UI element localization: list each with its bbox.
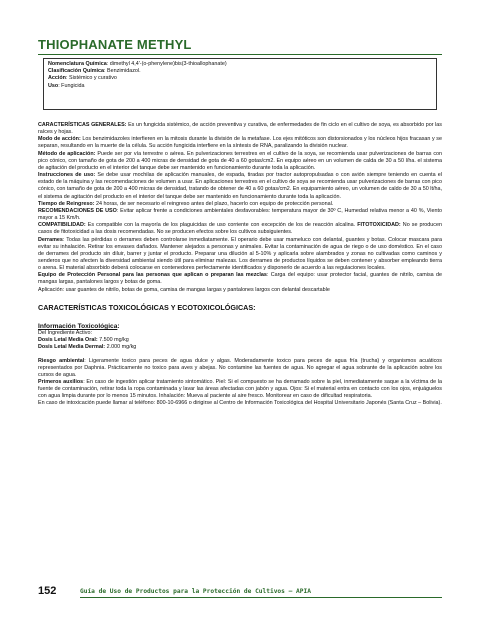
document-body: [38, 122, 442, 408]
clasificacion-value: : Benzimidazol.: [104, 68, 141, 75]
compatibilidad-text: Es compatible con la mayoría de los plaguicidas de uso corriente con excepción de los de reacción alcalina.: [85, 222, 358, 229]
compatibilidad-paragraph: [38, 222, 442, 236]
compatibilidad-label: COMPATIBILIDAD:: [38, 222, 86, 229]
riesgo-text: : Ligeramente toxico para peces de agua dulce y algas. Moderadamente toxico para peces de agua fría (trucha) y organismos acuáticos representados por Daphnia. Prácticamente no toxico para aves y abejas. No contamine las fuentes de agua. No agregar el agua sobrante de la aplicación sobre los cursos de agua.: [38, 357, 442, 378]
document-page: [38, 0, 442, 621]
modo-paragraph: [38, 136, 442, 150]
clasificacion-label: Clasificación Química: [48, 68, 105, 75]
derrames-label: Derrames: [38, 236, 63, 243]
reingreso-paragraph: [38, 201, 442, 208]
ingredient-line: Del Ingrediente Activo:: [38, 330, 92, 337]
riesgo-label: Riesgo ambiental: [38, 357, 85, 364]
tox-info-colon: :: [117, 322, 120, 330]
primeros-text: : En caso de ingestión aplicar tratamiento sintomático. Piel: Si el compuesto se ha derramado sobre la piel, inmediatamente saque a la víctima de la fuente de contaminación, retirar toda la ropa contaminada y lavar las áreas afectadas con jabón y agua. Ojos: Si el material entra en contacto con los ojos, enjuáguelos con agua limpia durante por lo menos 15 minutos. Inhalación: Mueva al paciente al aire fresco. Monitorear en caso de dificultad respiratoria.: [38, 379, 442, 400]
oral-dose-value: 7.500 mg/kg: [97, 337, 129, 344]
primeros-paragraph: [38, 379, 442, 400]
caracteristicas-text: Es un fungicida sistémico, de acción preventiva y curativa, de enfermedades de fin ciclo en el cultivo de soya, es absorbido por las raíces y hojas.: [38, 122, 442, 136]
metodo-text: Puede ser por vía terrestre o aérea. En pulverizaciones terrestres en el cultivo de la soya, se recomienda usar pulverizaciones de barras con pico cónico, con tamaño de gota de 200 a 400 micras de densidad de gota de 40 a 60 gotas/cm2. En equipo aéreo en un volumen de calda de 30 a 50 l/ha. el sistema de agitación del producto en el interior del tanque debe ser mantenido en funcionamiento durante toda la aplicación.: [38, 150, 443, 171]
oral-dose-line: [38, 337, 442, 344]
derrames-text: : Todas las pérdidas o derrames deben controlarse inmediatamente. El operario debe usar mameluco con delantal, guantes y botas. Colocar mascara para evitar su inhalación. Retirar los envases dañados. Mantener alejados a personas y animales. Evitar la contaminación de agua de riego o de uso doméstico. En el caso de derrames del producto sin diluir, barrer y juntar el producto. Preparar una dilución al 5-10% y aplicarla sobre alambrados y zonas no cultivadas como caminos y senderos que no afecten la diversidad ambiental siendo útil para eliminar malezas. Los derrames de productos líquidos se deben contener y absorber empleando tierra o arena. El material absorbido deberá colocarse en contenedores perfectamente identificados y disponerlo de acuerdo a las regulaciones locales.: [38, 236, 442, 272]
dermal-dose-line: [38, 344, 442, 351]
modo-label: Modo de acción:: [38, 136, 81, 143]
uso-label: Uso: [48, 82, 59, 89]
epp-paragraph: [38, 272, 442, 286]
primeros-label: Primeros auxilios: [38, 379, 84, 385]
accion-label: Acción: [48, 75, 66, 82]
nomenclatura-value: : dimethyl 4,4'-(o-phenylene)bis(3-thioallophanate): [106, 61, 227, 67]
reingreso-text: 24 horas, de ser necesario el reingreso antes del plazo, hacerlo con equipo de protección personal.: [94, 200, 334, 207]
nomenclatura-label: Nomenclatura Química: [48, 61, 107, 67]
epp-text: : Carga del equipo: usar protector facial, guantes de nitrilo, camisa de mangas largas, pantalones largos y botas de goma.: [38, 272, 442, 286]
caracteristicas-label: CARACTERÍSTICAS GENERALES:: [38, 122, 127, 128]
accion-value: : Sistémico y curativo: [65, 75, 117, 82]
tox-section-title: CARACTERÍSTICAS TOXICOLÓGICAS Y ECOTOXICOLÓGICAS:: [38, 302, 256, 312]
instrucciones-label: Instrucciones de uso:: [38, 172, 96, 179]
tox-info-title: Información Toxicológica: [38, 322, 118, 330]
dermal-dose-label: Dosis Letal Media Dermal:: [38, 344, 106, 351]
accion-row: [48, 75, 432, 82]
tox-info-heading: [38, 323, 442, 330]
instrucciones-paragraph: [38, 172, 442, 201]
footer-divider: [80, 597, 442, 598]
page-title: THIOPHANATE METHYL: [38, 37, 192, 52]
instrucciones-text: Se debe usar mochilas de aplicación manuales, de espada, tiradas por tractor autopropulsadas o con avión siempre teniendo en cuenta el estado de la máquina y las recomendaciones de volumen a usar. En aplicaciones terrestres en el cultivo de soya se recomienda usar pulverizaciones de barras con pico cónico, con tamaño de gota de 200 a 400 micras de densidad, tratando de obtener de 40 a 60 gotas/cm2. En equipamiento aéreo, un volumen de caldo de 30 a 50 lt/ha, el sistema de agitación del producto en el interior del tanque debe ser mantenido en funcionamiento durante toda la aplicación.: [38, 172, 442, 200]
uso-row: [48, 83, 432, 90]
clasificacion-row: [48, 68, 432, 75]
footer-guide-title: Guía de Uso de Productos para la Protección de Cultivos – APIA: [80, 588, 311, 595]
fitotoxicidad-text: No se producen casos de fitotoxicidad a las dosis recomendadas. No se producen efectos sobre los cultivos subsiguientes.: [38, 222, 442, 236]
recomendaciones-label: RECOMENDACIONES DE USO: [38, 207, 117, 214]
intoxicacion-paragraph: En caso de intoxicación puede llamar al teléfono: 800-10-6966 o dirigirse al Centro de Información Toxicológica del Hospital Universitario Japonés (Santa Cruz – Bolivia).: [38, 400, 442, 407]
modo-text: Los benzimidazoles interfieren en la mitosis durante la división de la metafase. Los ejes mitóticos son distorsionados y los núcleos hijos fracasan y se separan, resultando en la muerte de la célula. Su acción fungicida interfiere en la síntesis de RNA, paralizando la división nuclear.: [38, 136, 442, 150]
nomenclatura-row: [48, 61, 432, 68]
page-number: 152: [38, 585, 57, 597]
aplicacion-paragraph: Aplicación: usar guantes de nitrilo, botas de goma, camisa de mangas largas y pantalones largos con delantal descartable: [38, 286, 330, 293]
oral-dose-label: Dosis Letal Media Oral:: [38, 337, 98, 344]
riesgo-paragraph: [38, 358, 442, 379]
metodo-label: Método de aplicación:: [38, 150, 96, 157]
reingreso-label: Tiempo de Reingreso:: [38, 200, 95, 207]
recomendaciones-paragraph: [38, 208, 442, 222]
title-divider: [38, 54, 442, 55]
page-footer: [38, 585, 442, 601]
metodo-paragraph: [38, 151, 442, 172]
uso-value: : Fungicida: [58, 82, 85, 89]
recomendaciones-text: : Evitar aplicar frente a condiciones ambientales desfavorables: temperatura mayor de 30º C, Humedad relativa menor a 40 %, Viento mayor a 15 Km/h.: [38, 207, 442, 222]
caracteristicas-paragraph: [38, 122, 442, 136]
product-info-box: [43, 58, 437, 110]
dermal-dose-value: 2.000 mg/kg: [105, 344, 137, 351]
fitotoxicidad-label: FITOTOXICIDAD:: [357, 222, 401, 229]
derrames-paragraph: [38, 237, 442, 273]
epp-label: Equipo de Protección Personal para las personas que aplican o preparan las mezclas: [38, 272, 267, 279]
